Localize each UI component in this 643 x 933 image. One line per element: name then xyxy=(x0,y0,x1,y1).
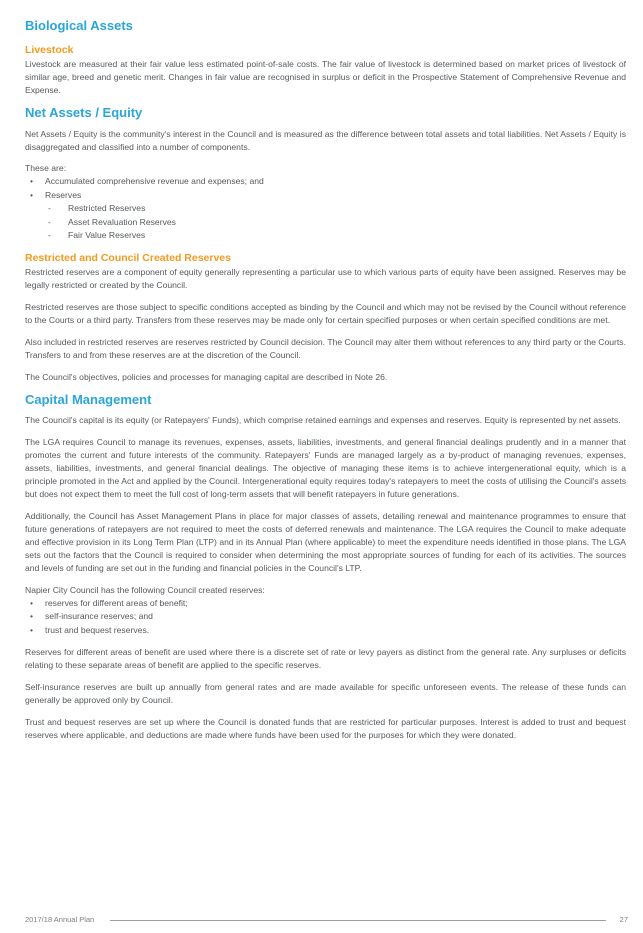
footer-document-title: 2017/18 Annual Plan xyxy=(25,915,95,924)
list-item: • self-insurance reserves; and xyxy=(25,610,626,624)
paragraph-capital-1: The Council's capital is its equity (or Ratepayers' Funds), which comprise retained earnings and expenses and reserves. Equity is represented by net assets. xyxy=(25,414,621,425)
paragraph-restricted-2: Restricted reserves are those subject to specific conditions accepted as binding by the Council and which may not be revised by the Council without reference to the Courts or a third party. Transfers from these reserves may be made only for certain specified purposes or when certain specified conditions are met. xyxy=(25,301,626,325)
council-reserves-list xyxy=(25,597,626,638)
list-item: - Fair Value Reserves xyxy=(25,229,626,243)
heading-net-assets-equity: Net Assets / Equity xyxy=(25,105,143,120)
list-item: - Restricted Reserves xyxy=(25,202,626,216)
footer-divider xyxy=(110,920,606,921)
list-item: • Reserves xyxy=(25,189,626,203)
paragraph-capital-2: The LGA requires Council to manage its revenues, expenses, assets, liabilities, investments, and general financial dealings prudently and in a manner that promotes the current and future interests of the community. Ratepayers' Funds are managed largely as a by-product of managing revenues, expenses, assets, liabilities, investments, and general financial dealings. The objective of managing these items is to achieve intergenerational equity, which is a principle promoted in the Act and applied by the Council. Intergenerational equity requires today's ratepayers to meet the costs of utilising the Council's assets but does not expect them to meet the full cost of long-term assets that will benefit ratepayers in future generations. xyxy=(25,436,626,499)
list-item: • trust and bequest reserves. xyxy=(25,624,626,638)
list-item: - Asset Revaluation Reserves xyxy=(25,216,626,230)
paragraph-capital-5: Reserves for different areas of benefit are used where there is a discrete set of rate or levy payers as distinct from the general rate. Any surpluses or deficits relating to these separate areas of benefit are applied to the specific reserves. xyxy=(25,647,626,670)
paragraph-restricted-4: The Council's objectives, policies and processes for managing capital are described in Note 26. xyxy=(25,371,388,382)
heading-biological-assets: Biological Assets xyxy=(25,18,133,33)
page-footer xyxy=(25,915,628,927)
equity-components-list xyxy=(25,175,626,202)
paragraph-equity-definition: Net Assets / Equity is the community's interest in the Council and is measured as the difference between total assets and total liabilities. Net Assets / Equity is disaggregated and classified into a number of components. xyxy=(25,129,626,152)
paragraph-these-are: These are: xyxy=(25,163,67,173)
page-content xyxy=(25,17,626,742)
paragraph-capital-3: Additionally, the Council has Asset Management Plans in place for major classes of assets, detailing renewal and maintenance programmes to ensure that future generations of ratepayers are not required to meet the costs of deferred renewals and maintenance. The LGA requires the Council to make adequate and effective provision in its Long Term Plan (LTP) and in its Annual Plan (where applicable) to meet the expenditure needs identified in those plans. The LGA sets out the factors that the Council is required to consider when determining the most appropriate sources of funding for each of its activities. The sources and levels of funding are set out in the funding and financial policies in the Council's LTP. xyxy=(25,510,626,573)
subheading-livestock: Livestock xyxy=(25,44,74,56)
paragraph-restricted-1: Restricted reserves are a component of equity generally representing a particular use to which various parts of equity have been assigned. Reserves may be legally restricted or created by the Council. xyxy=(25,266,626,290)
list-item: • Accumulated comprehensive revenue and expenses; and xyxy=(25,175,626,189)
paragraph-restricted-3: Also included in restricted reserves are reserves restricted by Council decision. The Council may alter them without references to any third party or the Courts. Transfers to and from these reserves are at the discretion of the Council. xyxy=(25,336,626,360)
list-item: • reserves for different areas of benefit; xyxy=(25,597,626,611)
subheading-restricted-reserves: Restricted and Council Created Reserves xyxy=(25,251,231,264)
paragraph-capital-6: Self-insurance reserves are built up annually from general rates and are made available for specific unforeseen events. The release of these funds can generally be approved only by Council. xyxy=(25,682,626,705)
reserves-sublist xyxy=(25,202,626,243)
heading-capital-management: Capital Management xyxy=(25,391,152,407)
footer-page-number: 27 xyxy=(619,915,628,924)
paragraph-livestock: Livestock are measured at their fair value less estimated point-of-sale costs. The fair value of livestock is determined based on market prices of livestock of similar age, breed and genetic merit. Changes in fair value are recognised in surplus or deficit in the Prospective Statement of Comprehensive Revenue and Expense. xyxy=(25,59,626,95)
paragraph-capital-7: Trust and bequest reserves are set up where the Council is donated funds that are restricted for particular purposes. Interest is added to trust and bequest reserves where applicable, and deductions are made where funds have been used for the purposes for which they were donated. xyxy=(25,717,626,740)
paragraph-capital-4: Napier City Council has the following Council created reserves: xyxy=(25,584,265,595)
